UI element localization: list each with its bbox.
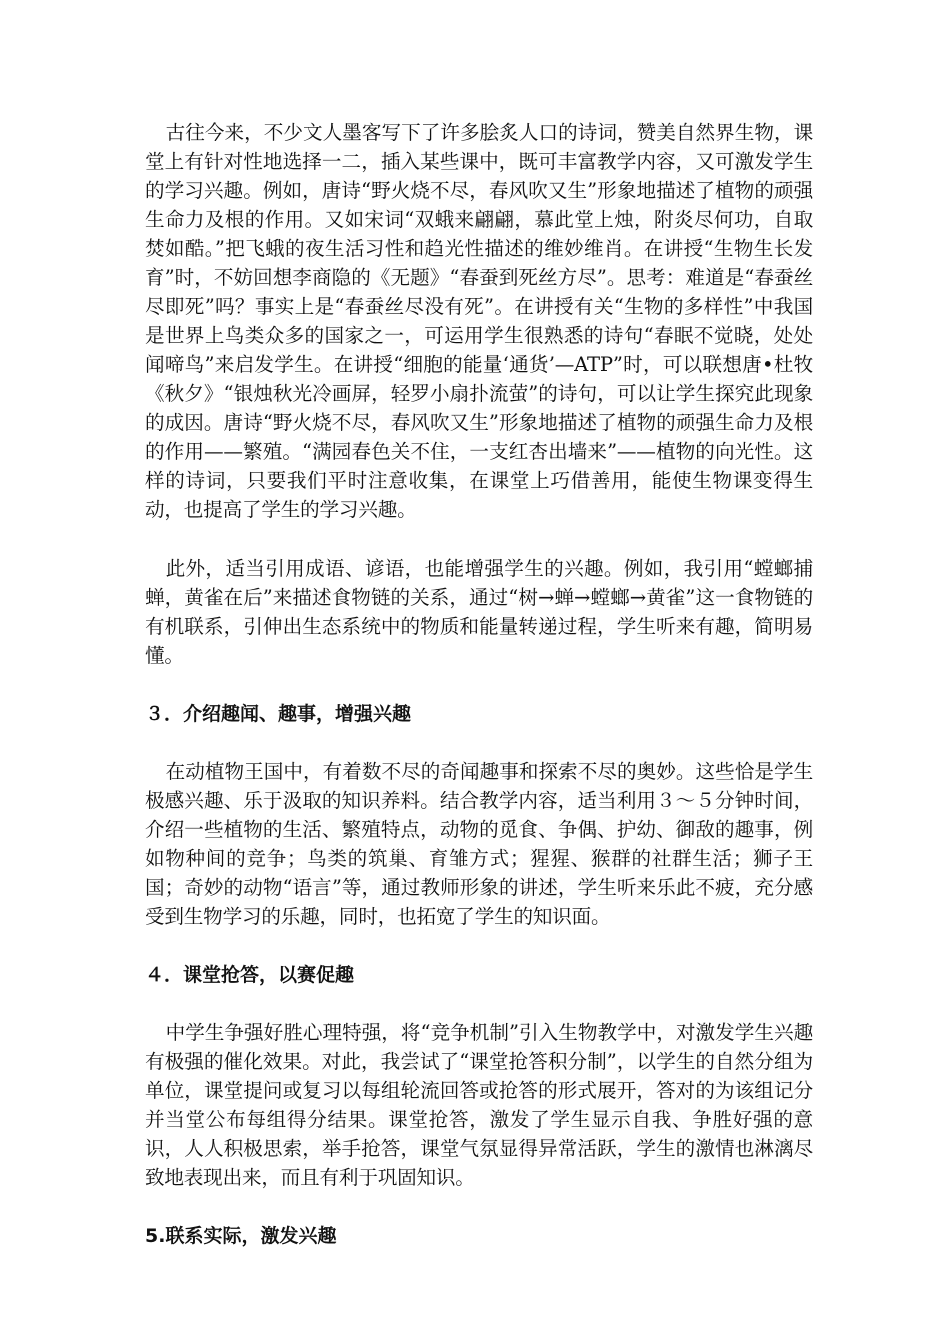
paragraph-anecdotes: 在动植物王国中，有着数不尽的奇闻趣事和探索不尽的奥妙。这些恰是学生极感兴趣、乐于汲取的知识养料。结合教学内容，适当利用３～５分钟时间，介绍一些植物的生活、繁殖特点，动物的觅食、争偶、护幼、御敌的趣事，例如物种间的竞争；鸟类的筑巢、育雏方式；猩猩、猴群的社群生活；狮子王国；奇妙的动物“语言”等，通过教师形象的讲述，学生听来乐此不疲，充分感受到生物学习的乐趣，同时，也拓宽了学生的知识面。 — [145, 760, 813, 928]
section-heading-5: 5.联系实际，激发兴趣 — [145, 1225, 337, 1247]
document-page — [145, 118, 813, 1251]
section-heading-3: ３．介绍趣闻、趣事，增强兴趣 — [145, 703, 412, 725]
paragraph-poetry: 古往今来，不少文人墨客写下了许多脍炙人口的诗词，赞美自然界生物，课堂上有针对性地选择一二，插入某些课中，既可丰富教学内容，又可激发学生的学习兴趣。例如，唐诗“野火烧不尽，春风吹又生”形象地描述了植物的顽强生命力及根的作用。又如宋词“双蛾来翩翩，慕此堂上烛，附炎尽何功，自取焚如酷。”把飞蛾的夜生活习性和趋光性描述的维妙维肖。在讲授“生物生长发育”时，不妨回想李商隐的《无题》“春蚕到死丝方尽”。思考：难道是“春蚕丝尽即死”吗？事实上是“春蚕丝尽没有死”。在讲授有关“生物的多样性”中我国是世界上鸟类众多的国家之一，可运用学生很熟悉的诗句“春眠不觉晓，处处闻啼鸟”来启发学生。在讲授“细胞的能量‘通货’—ATP”时，可以联想唐•杜牧《秋夕》“银烛秋光冷画屏，轻罗小扇扑流萤”的诗句，可以让学生探究此现象的成因。唐诗“野火烧不尽，春风吹又生”形象地描述了植物的顽强生命力及根的作用——繁殖。“满园春色关不住，一支红杏出墙来”——植物的向光性。这样的诗词，只要我们平时注意收集，在课堂上巧借善用，能使生物课变得生动，也提高了学生的学习兴趣。 — [145, 121, 813, 521]
paragraph-quiz: 中学生争强好胜心理特强，将“竞争机制”引入生物教学中，对激发学生兴趣有极强的催化效果。对此，我尝试了“课堂抢答积分制”，以学生的自然分组为单位，课堂提问或复习以每组轮流回答或抢答的形式展开，答对的为该组记分并当堂公布每组得分结果。课堂抢答，激发了学生显示自我、争胜好强的意识，人人积极思索，举手抢答，课堂气氛显得异常活跃，学生的激情也淋漓尽致地表现出来，而且有利于巩固知识。 — [145, 1021, 813, 1189]
paragraph-idioms: 此外，适当引用成语、谚语，也能增强学生的兴趣。例如，我引用“螳螂捕蝉，黄雀在后”来描述食物链的关系，通过“树→蝉→螳螂→黄雀”这一食物链的有机联系，引伸出生态系统中的物质和能量转递过程，学生听来有趣，简明易懂。 — [145, 557, 813, 667]
section-heading-4: ４．课堂抢答，以赛促趣 — [145, 964, 355, 986]
